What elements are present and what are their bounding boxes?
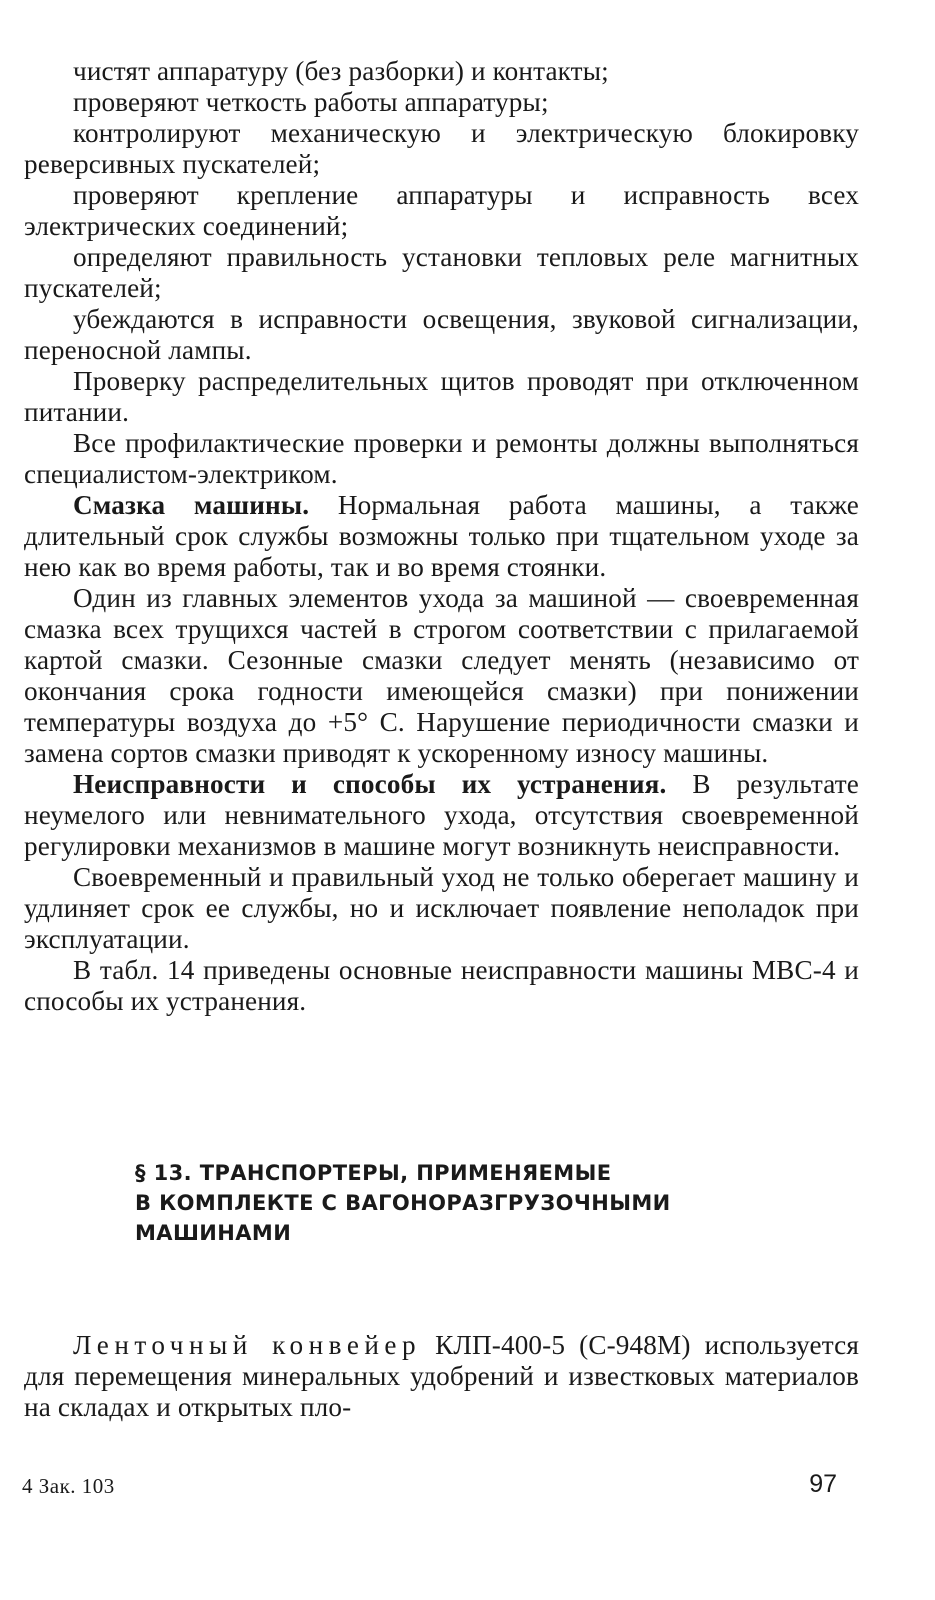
list-item: контролируют механическую и электрическую блокировку реверсивных пускателей; (24, 118, 859, 179)
printer-signature: 4 Зак. 103 (22, 1474, 115, 1498)
lubrication-text: Нормальная работа машины, а также длительный срок службы возможны только при тщательном уходе за нею как во время работы, так и во время стоянки. (24, 490, 859, 582)
page-footer (22, 1470, 837, 1504)
list-item: проверяют четкость работы аппаратуры; (73, 87, 549, 117)
faults-lead: Неисправности и способы их устранения. (73, 769, 667, 799)
paragraph-preventive: Все профилактические проверки и ремонты должны выполняться специалистом-электриком. (24, 428, 859, 489)
conveyor-spaced-term: Ленточный конвейер (73, 1330, 422, 1360)
heading-line: В КОМПЛЕКТЕ С ВАГОНОРАЗГРУЗОЧНЫМИ (135, 1191, 671, 1215)
paragraph-care: Своевременный и правильный уход не только оберегает машину и удлиняет срок ее службы, но и исключает появление неполадок при эксплуатации. (24, 862, 859, 954)
paragraph-table-ref: В табл. 14 приведены основные неисправности машины МВС-4 и способы их устранения. (24, 955, 859, 1016)
page-number: 97 (809, 1470, 837, 1498)
heading-line: § 13. ТРАНСПОРТЕРЫ, ПРИМЕНЯЕМЫЕ (135, 1161, 612, 1185)
list-item: убеждаются в исправности освещения, звуковой сигнализации, переносной лампы. (24, 304, 859, 365)
paragraph-faults (24, 769, 859, 862)
list-item: чистят аппаратуру (без разборки) и контакты; (73, 56, 609, 86)
heading-line: МАШИНАМИ (135, 1221, 292, 1245)
section-heading (135, 1158, 735, 1248)
conveyor-text: КЛП-400-5 (С-948М) используется для перемещения минеральных удобрений и известковых материалов на складах и открытых пло- (24, 1330, 859, 1422)
paragraph-main-element: Один из главных элементов ухода за машиной — своевременная смазка всех трущихся частей в строгом соответствии с прилагаемой картой смазки. Сезонные смазки следует менять (независимо от окончания срока годности имеющейся смазки) при понижении температуры воздуха до +5° С. Нарушение периодичности смазки и замена сортов смазки приводят к ускоренному износу машины. (24, 583, 859, 768)
list-item: проверяют крепление аппаратуры и исправность всех электрических соединений; (24, 180, 859, 241)
faults-text: В результате неумелого или невнимательного ухода, отсутствия своевременной регулировки механизмов в машине могут возникнуть неисправности. (24, 769, 859, 861)
page-body (24, 56, 859, 1017)
lubrication-lead: Смазка машины. (73, 490, 310, 520)
conveyor-section (24, 1330, 859, 1423)
paragraph-distribution: Проверку распределительных щитов проводят при отключенном питании. (24, 366, 859, 427)
paragraph-conveyor (24, 1330, 859, 1423)
paragraph-lubrication (24, 490, 859, 583)
list-item: определяют правильность установки тепловых реле магнитных пускателей; (24, 242, 859, 303)
